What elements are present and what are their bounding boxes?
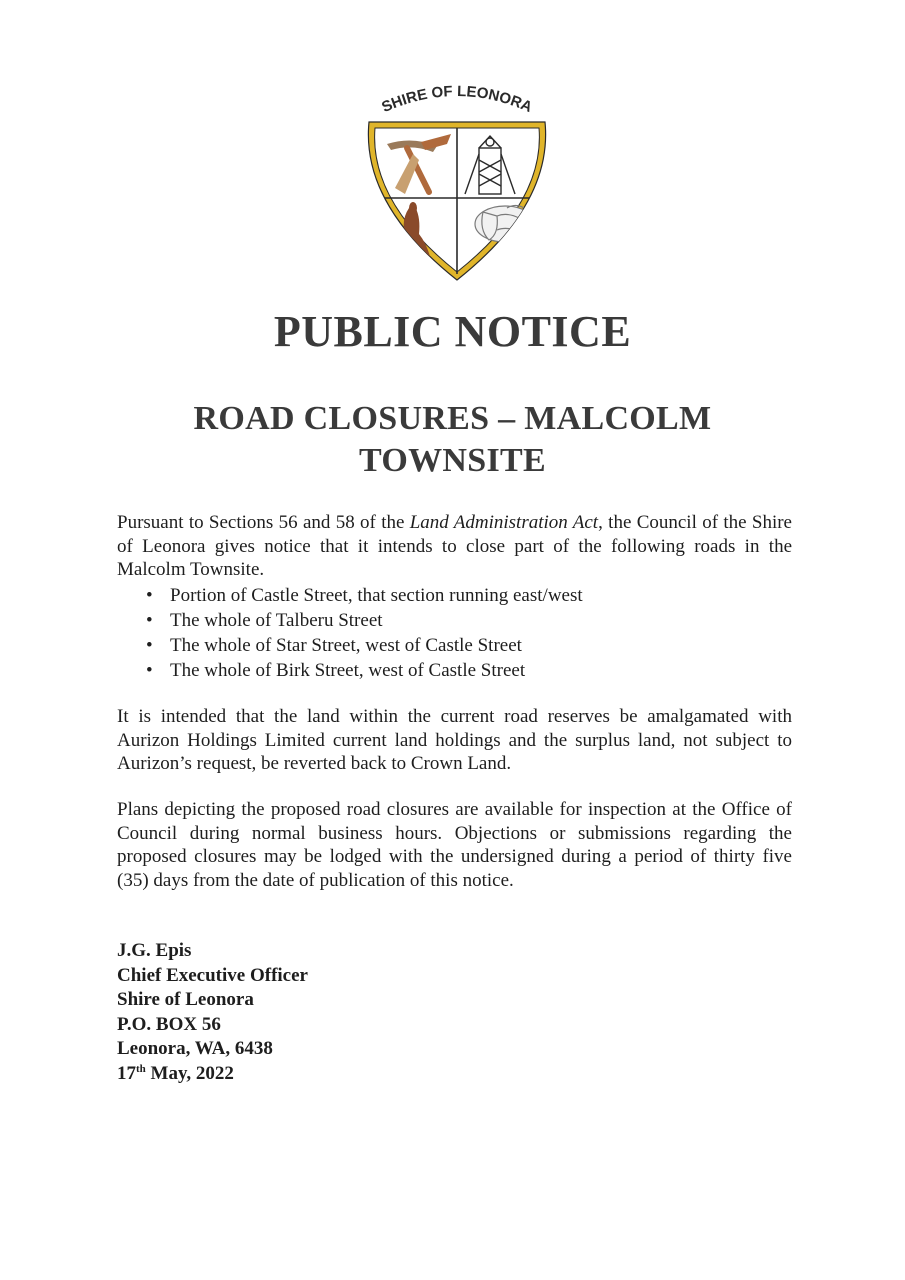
crest-arc-text: SHIRE OF LEONORA — [379, 84, 535, 117]
intro-text-start: Pursuant to Sections 56 and 58 of the — [117, 512, 410, 533]
road-list — [146, 583, 583, 683]
intro-paragraph — [117, 511, 792, 582]
po-box: P.O. BOX 56 — [117, 1013, 221, 1035]
notice-date — [117, 1062, 308, 1087]
date-month-year: May, 2022 — [145, 1062, 234, 1084]
date-day: 17 — [117, 1062, 136, 1084]
list-item: • The whole of Star Street, west of Castle Street — [146, 633, 583, 658]
signatory-organisation: Shire of Leonora — [117, 989, 254, 1010]
sheep-icon — [475, 205, 535, 242]
land-amalgamation-paragraph: It is intended that the land within the current road reserves be amalgamated with Aurizon Holdings Limited current land holdings and the surplus land, not subject to Aurizon’s request, be reverted back to Crown Land. — [117, 706, 792, 774]
inspection-paragraph: Plans depicting the proposed road closures are available for inspection at the Office of Council during normal business hours. Objections or submissions regarding the proposed closures may be lodged with the undersigned during a period of thirty five (35) days from the date of publication of this notice. — [117, 799, 792, 891]
subtitle-line-1: ROAD CLOSURES – MALCOLM — [193, 400, 712, 437]
notice-subtitle — [0, 398, 905, 482]
locality: Leonora, WA, 6438 — [117, 1038, 273, 1059]
shire-of-leonora-crest — [357, 84, 557, 284]
subtitle-line-2: TOWNSITE — [359, 442, 546, 479]
list-item: • The whole of Birk Street, west of Castle Street — [146, 658, 583, 683]
act-name: Land Administration Act — [409, 512, 599, 533]
list-item: • The whole of Talberu Street — [146, 608, 583, 633]
signatory-position: Chief Executive Officer — [117, 964, 308, 986]
signature-block — [117, 939, 308, 1086]
date-suffix: th — [136, 1062, 146, 1075]
list-item: • Portion of Castle Street, that section running east/west — [146, 583, 583, 608]
signatory-name: J.G. Epis — [117, 940, 192, 961]
intro-text-end: , the Council of the Shire of Leonora gives notice that it intends to close part of the following roads in the Malcolm Townsite. — [117, 512, 792, 580]
notice-title: PUBLIC NOTICE — [273, 307, 632, 356]
